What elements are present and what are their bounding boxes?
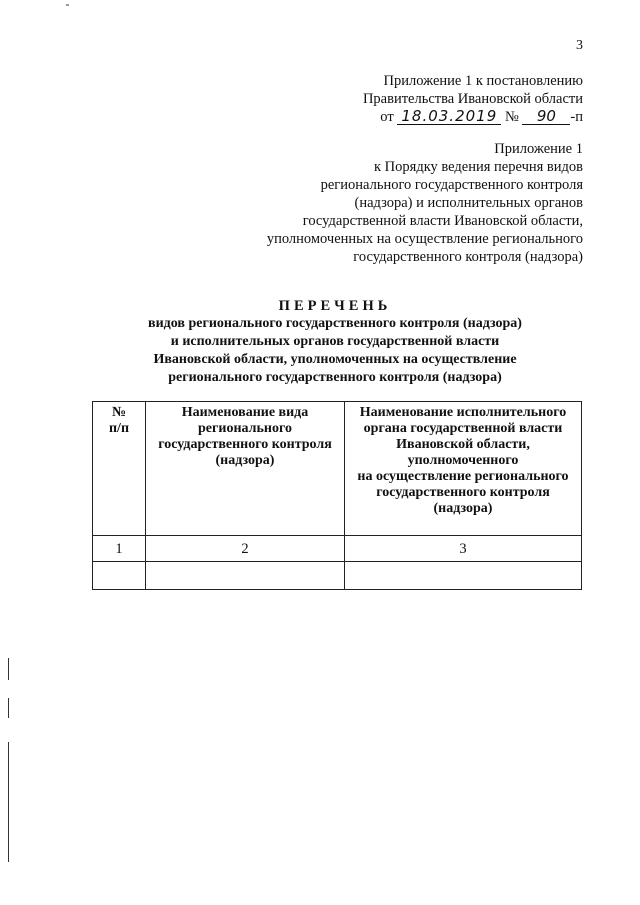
table-cell: 3 [345,536,582,562]
scan-margin-mark [8,698,9,718]
header-control-type: Наименование вида регионального государственного контроля (надзора) [146,402,345,536]
header-number: № п/п [93,402,146,536]
title-line: и исполнительных органов государственной власти [170,334,500,349]
appendix-sub-line: к Порядку ведения перечня видов [374,159,583,175]
table-row [93,562,582,590]
table-cell [146,562,345,590]
number-label: № [504,109,519,125]
scan-speck [66,4,69,6]
title-line: Ивановской области, уполномоченных на осуществление [153,352,517,367]
handwritten-number: 90 [522,109,570,125]
table-cell [93,562,146,590]
title-line: видов регионального государственного контроля (надзора) [148,316,522,331]
title-heading: ПЕРЕЧЕНЬ [278,298,392,314]
handwritten-date: 18.03.2019 [397,109,501,125]
number-suffix: -п [570,109,583,125]
document-title [0,297,640,387]
scan-margin-mark [8,742,9,862]
appendix-main-line: Приложение 1 к постановлению [383,73,583,89]
appendix-sub-line: государственной власти Ивановской области, [302,213,583,229]
table-cell: 2 [146,536,345,562]
appendix-sub-line: государственного контроля (надзора) [353,249,583,265]
table-header-row [93,402,582,536]
header-executive-body: Наименование исполнительного органа государственной власти Ивановской области, уполномоченного на осуществление регионального государственного контроля (надзора) [345,402,582,536]
decree-date-line [363,108,583,126]
appendix-main-header [363,72,583,126]
appendix-sub-line: уполномоченных на осуществление регионального [266,231,583,247]
appendix-main-line: Правительства Ивановской области [362,91,583,107]
appendix-sub-line: (надзора) и исполнительных органов [354,195,583,211]
from-label: от [380,109,394,125]
appendix-sub-line: Приложение 1 [494,141,583,157]
page-number: 3 [576,38,583,53]
appendix-sub-header [267,140,583,266]
registry-table [92,401,582,590]
scan-margin-mark [8,658,9,680]
table-numbering-row [93,536,582,562]
appendix-sub-line: регионального государственного контроля [320,177,583,193]
table-cell: 1 [93,536,146,562]
table-cell [345,562,582,590]
title-line: регионального государственного контроля (надзора) [168,370,502,385]
